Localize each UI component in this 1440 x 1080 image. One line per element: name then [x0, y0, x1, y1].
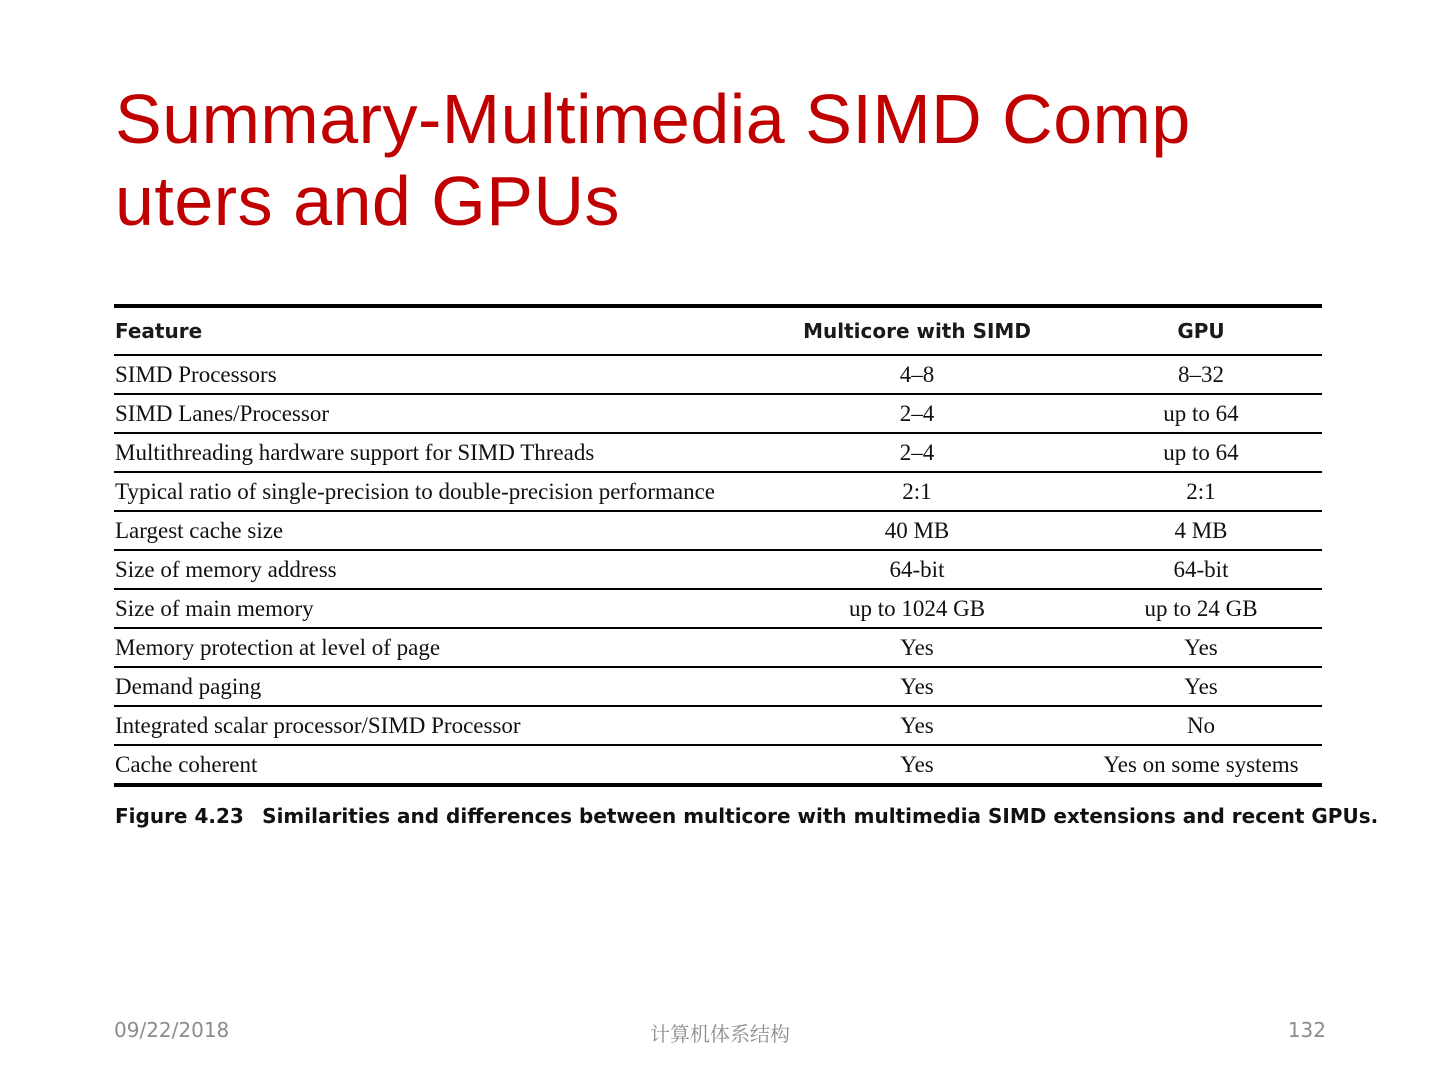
cell-feature: Cache coherent [115, 751, 258, 777]
cell-multicore: 2–4 [754, 394, 1079, 433]
cell-multicore: Yes [754, 667, 1079, 706]
cell-multicore: 2:1 [754, 472, 1079, 511]
cell-feature: Multithreading hardware support for SIMD Threads [114, 433, 754, 472]
table-row [114, 394, 1322, 433]
cell-gpu: up to 64 [1079, 394, 1322, 433]
cell-gpu: No [1079, 706, 1322, 745]
figure-caption [115, 804, 1379, 828]
comparison-table [114, 304, 1322, 787]
figure-caption-text: Similarities and differences between multicore with multimedia SIMD extensions and recent GPUs. [262, 804, 1379, 828]
header-multicore-with-simd: Multicore with SIMD [754, 306, 1079, 355]
footer-page-number: 132 [1287, 1018, 1326, 1042]
table-header-row [114, 306, 1322, 355]
cell-gpu: Yes [1079, 667, 1322, 706]
table-row [114, 706, 1322, 745]
table-row [114, 511, 1322, 550]
cell-gpu: Yes on some systems [1103, 751, 1299, 777]
cell-gpu: 64-bit [1079, 550, 1322, 589]
table-row [114, 355, 1322, 394]
cell-gpu: 2:1 [1079, 472, 1322, 511]
cell-multicore: Yes [754, 706, 1079, 745]
cell-multicore: 4–8 [754, 355, 1079, 394]
cell-feature: Largest cache size [114, 511, 754, 550]
cell-feature: Demand paging [114, 667, 754, 706]
cell-feature: SIMD Processors [114, 355, 754, 394]
cell-gpu: up to 64 [1079, 433, 1322, 472]
cell-feature: Size of memory address [114, 550, 754, 589]
cell-feature: Typical ratio of single-precision to double-precision performance [114, 472, 754, 511]
table-row [114, 472, 1322, 511]
comparison-table-container [114, 304, 1322, 787]
table-row [114, 433, 1322, 472]
cell-feature: Size of main memory [114, 589, 754, 628]
cell-gpu: 4 MB [1079, 511, 1322, 550]
cell-gpu: 8–32 [1079, 355, 1322, 394]
table-row [114, 550, 1322, 589]
slide-title-line-2: uters and GPUs [115, 162, 620, 240]
header-gpu: GPU [1079, 306, 1322, 355]
cell-feature: Memory protection at level of page [114, 628, 754, 667]
cell-feature: SIMD Lanes/Processor [114, 394, 754, 433]
cell-multicore: up to 1024 GB [754, 589, 1079, 628]
slide-title-line-1: Summary-Multimedia SIMD Comp [115, 80, 1191, 158]
cell-feature: Integrated scalar processor/SIMD Processor [114, 706, 754, 745]
footer-date: 09/22/2018 [114, 1018, 230, 1042]
table-row [114, 667, 1322, 706]
slide-title [115, 78, 1330, 242]
cell-gpu: up to 24 GB [1079, 589, 1322, 628]
table-row [114, 628, 1322, 667]
header-feature: Feature [114, 306, 754, 355]
cell-multicore: 2–4 [754, 433, 1079, 472]
cell-multicore: 40 MB [754, 511, 1079, 550]
footer-course-title: 计算机体系结构 [650, 1022, 790, 1046]
figure-label: Figure 4.23 [115, 804, 244, 828]
table-row [114, 745, 1322, 785]
cell-multicore: Yes [754, 628, 1079, 667]
cell-multicore: 64-bit [754, 550, 1079, 589]
cell-multicore: Yes [900, 751, 934, 777]
table-row [114, 589, 1322, 628]
cell-gpu: Yes [1079, 628, 1322, 667]
